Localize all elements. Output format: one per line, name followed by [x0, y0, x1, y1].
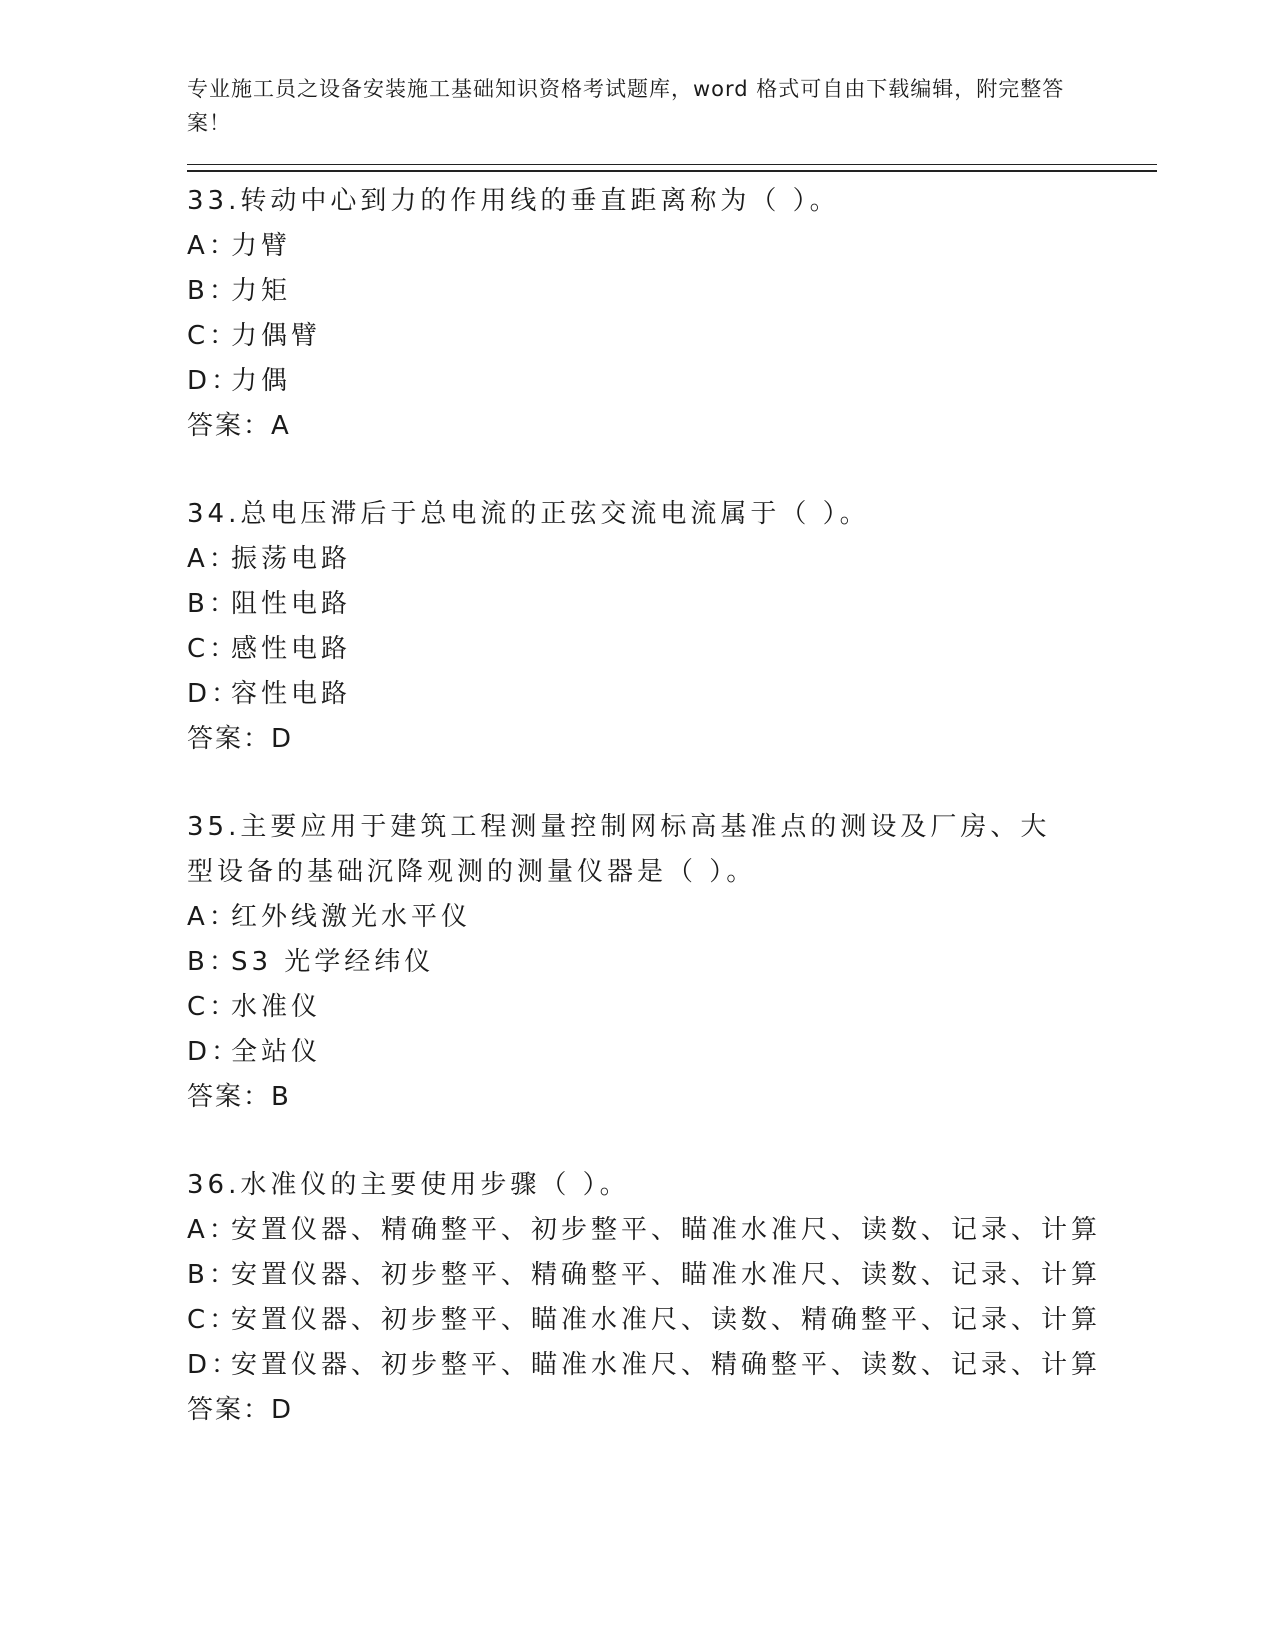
- option-b: [187, 940, 1157, 985]
- option-text: 全站仪: [231, 1037, 322, 1067]
- question-stem: 36.水准仪的主要使用步骤（ ）。: [187, 1170, 630, 1200]
- option-c: [187, 1298, 1157, 1343]
- option-text: 安置仪器、初步整平、精确整平、瞄准水准尺、读数、记录、计算: [231, 1260, 1102, 1290]
- option-key: A：: [187, 902, 239, 932]
- option-key: D：: [187, 366, 242, 396]
- option-key: C：: [187, 634, 240, 664]
- document-page: [187, 72, 1157, 1476]
- option-a: [187, 895, 1157, 940]
- option-key: B：: [187, 589, 239, 619]
- option-key: D：: [187, 1037, 242, 1067]
- option-d: [187, 1343, 1157, 1388]
- option-b: [187, 1253, 1157, 1298]
- option-key: D：: [187, 1350, 242, 1380]
- option-text: 红外线激光水平仪: [231, 902, 472, 932]
- option-key: B：: [187, 276, 239, 306]
- option-a: [187, 1208, 1157, 1253]
- option-text: 安置仪器、初步整平、瞄准水准尺、精确整平、读数、记录、计算: [231, 1350, 1102, 1380]
- option-d: [187, 359, 1157, 404]
- option-a: [187, 224, 1157, 269]
- question-35: [187, 805, 1157, 1120]
- question-stem: 34.总电压滞后于总电流的正弦交流电流属于（ ）。: [187, 499, 870, 529]
- option-text: 力偶臂: [231, 321, 322, 351]
- option-a: [187, 537, 1157, 582]
- header-divider: [187, 164, 1157, 172]
- option-text: 力臂: [231, 231, 292, 261]
- option-key: D：: [187, 679, 242, 709]
- question-stem: 33.转动中心到力的作用线的垂直距离称为（ ）。: [187, 186, 840, 216]
- option-key: A：: [187, 544, 239, 574]
- answer: 答案：B: [187, 1082, 291, 1112]
- option-b: [187, 269, 1157, 314]
- document-header: 专业施工员之设备安装施工基础知识资格考试题库，word 格式可自由下载编辑，附完整答案！: [187, 77, 1065, 135]
- option-text: S3 光学经纬仪: [231, 947, 435, 977]
- answer: 答案：D: [187, 1395, 294, 1425]
- option-c: [187, 627, 1157, 672]
- option-key: C：: [187, 992, 240, 1022]
- option-key: B：: [187, 1260, 239, 1290]
- option-text: 感性电路: [231, 634, 352, 664]
- option-text: 阻性电路: [231, 589, 352, 619]
- question-list: [187, 179, 1157, 1433]
- option-key: A：: [187, 1215, 239, 1245]
- option-key: B：: [187, 947, 239, 977]
- option-c: [187, 985, 1157, 1030]
- option-key: A：: [187, 231, 239, 261]
- option-key: C：: [187, 321, 240, 351]
- option-b: [187, 582, 1157, 627]
- option-text: 水准仪: [231, 992, 322, 1022]
- option-d: [187, 672, 1157, 717]
- question-33: [187, 179, 1157, 449]
- answer: 答案：D: [187, 724, 294, 754]
- answer: 答案：A: [187, 411, 291, 441]
- option-text: 力偶: [231, 366, 292, 396]
- option-text: 力矩: [231, 276, 292, 306]
- option-text: 安置仪器、初步整平、瞄准水准尺、读数、精确整平、记录、计算: [231, 1305, 1102, 1335]
- option-text: 安置仪器、精确整平、初步整平、瞄准水准尺、读数、记录、计算: [231, 1215, 1102, 1245]
- question-stem: 35.主要应用于建筑工程测量控制网标高基准点的测设及厂房、大型设备的基础沉降观测的测量仪器是（ ）。: [187, 812, 1051, 887]
- question-34: [187, 492, 1157, 762]
- question-36: [187, 1163, 1157, 1433]
- option-key: C：: [187, 1305, 240, 1335]
- option-text: 振荡电路: [231, 544, 352, 574]
- option-c: [187, 314, 1157, 359]
- option-d: [187, 1030, 1157, 1075]
- option-text: 容性电路: [231, 679, 352, 709]
